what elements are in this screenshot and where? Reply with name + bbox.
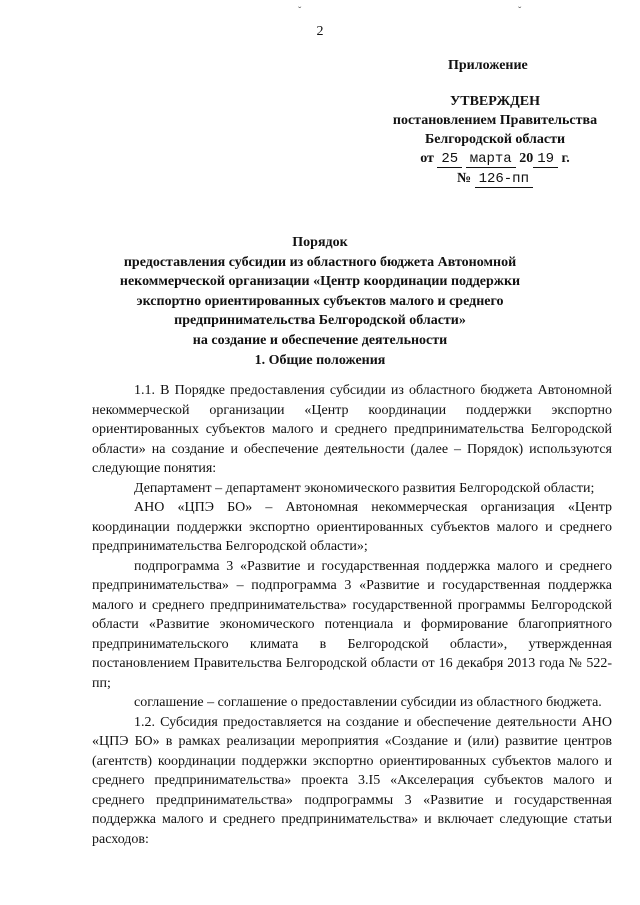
title-line: предпринимательства Белгородской области» — [174, 313, 466, 328]
page-number: 2 — [316, 24, 324, 39]
paragraph: 1.2. Субсидия предоставляется на создание и обеспечение деятельности АНО «ЦПЭ БО» в рамках реализации мероприятия «Создание и (или) развитие центров (агентств) координации поддержки экспортно ориентированных субъектов малого и среднего предпринимательства» проекта 3.I5 «Акселерация субъектов малого и среднего предпринимательства» подпрограммы 3 «Развитие и государственная поддержка малого и среднего предпринимательства» и включает следующие статьи расходов: — [92, 714, 612, 847]
date-prefix: от — [420, 151, 434, 166]
date-year: 19 — [533, 151, 558, 168]
paragraph: Департамент – департамент экономического развития Белгородской области; — [134, 480, 595, 496]
number-prefix: № — [457, 171, 472, 186]
title-line: некоммерческой организации «Центр координации поддержки — [119, 274, 521, 289]
title-line: предоставления субсидии из областного бюджета Автономной — [123, 254, 517, 270]
approval-line: Белгородской области — [424, 132, 566, 147]
document-title — [100, 233, 540, 350]
paragraph: подпрограмма 3 «Развитие и государственная поддержка малого и среднего предпринимательства» – подпрограмма 3 «Развитие и государственная поддержка малого и среднего предпринимательства» государственной программы Белгородской области «Развитие экономического потенциала и формирование благоприятного предпринимательского климата в Белгородской области», утвержденная постановлением Правительства Белгородской области от 16 декабря 2013 года № 522-пп; — [92, 558, 612, 691]
approval-date — [375, 149, 615, 169]
decree-number: 126-пп — [475, 171, 533, 188]
date-month: марта — [466, 151, 516, 168]
section-heading: 1. Общие положения — [254, 353, 386, 368]
approval-number — [375, 169, 615, 189]
approval-title: УТВЕРЖДЕН — [449, 94, 541, 109]
appendix-label: Приложение — [448, 58, 528, 73]
paragraph: соглашение – соглашение о предоставлении субсидии из областного бюджета. — [134, 695, 602, 710]
scan-artifact: ˇ — [518, 6, 522, 17]
date-day: 25 — [437, 151, 462, 168]
scan-artifact: ˇ — [298, 6, 302, 17]
title-line: на создание и обеспечение деятельности — [192, 332, 448, 348]
paragraph: 1.1. В Порядке предоставления субсидии из областного бюджета Автономной некоммерческой организации «Центр координации поддержки экспортно ориентированных субъектов малого и среднего предпринимательства Белгородской области» на создание и обеспечение деятельности (далее – Порядок) используются следующие понятия: — [92, 383, 612, 476]
date-year-prefix: 20 — [519, 151, 534, 166]
title-heading: Порядок — [292, 235, 348, 250]
approval-line: постановлением Правительства — [392, 113, 598, 128]
document-body — [92, 381, 612, 849]
approval-block — [375, 92, 615, 189]
title-line: экспортно ориентированных субъектов малого и среднего — [136, 293, 504, 309]
date-year-unit: г. — [561, 151, 570, 166]
paragraph: АНО «ЦПЭ БО» – Автономная некоммерческая организация «Центр координации поддержки экспортно ориентированных субъектов малого и среднего предпринимательства Белгородской области»; — [92, 500, 612, 554]
